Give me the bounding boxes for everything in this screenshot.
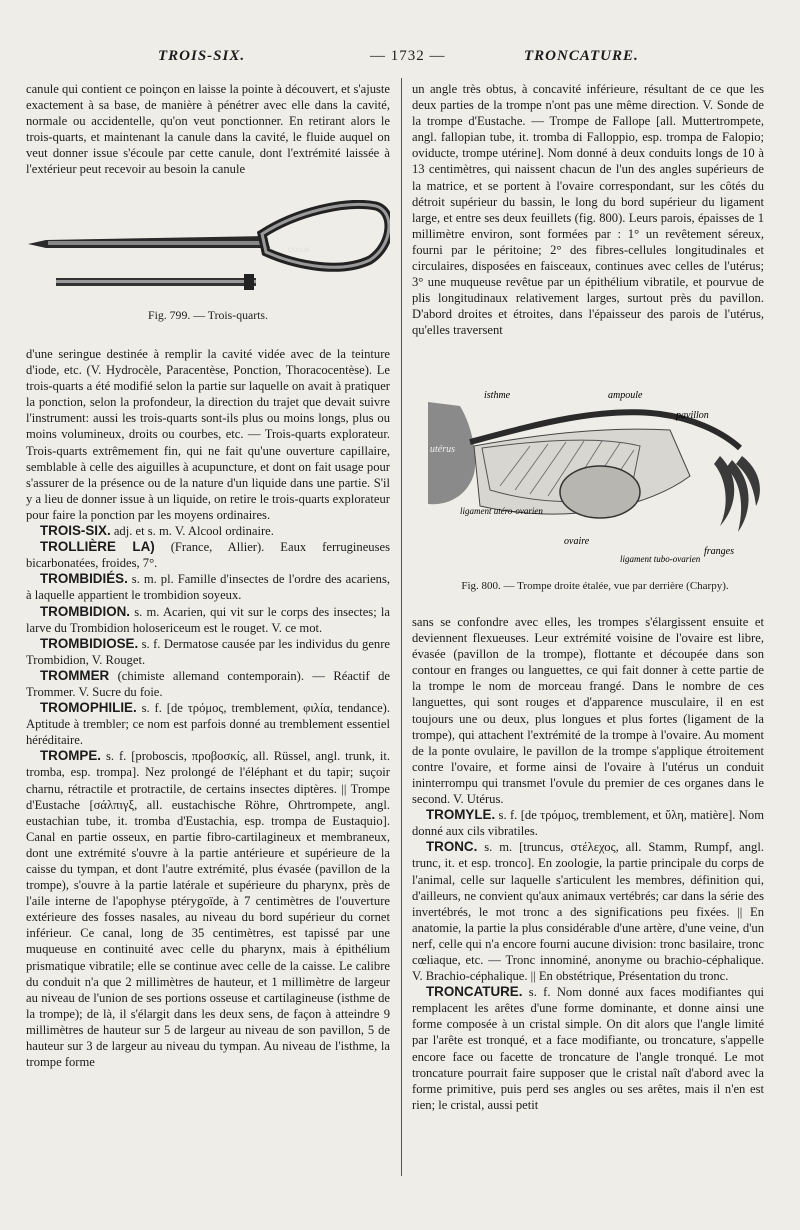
entry-trombidiose: TROMBIDIOSE. s. f. Dermatose causée par les individus du genre Trombidion, V. Rouget. xyxy=(26,635,390,667)
figure-800 xyxy=(420,386,770,600)
label-pavillon: pavillon xyxy=(676,410,709,421)
label-ovaire: ovaire xyxy=(564,536,590,547)
figure-799-caption: Fig. 799. — Trois-quarts. xyxy=(148,308,268,322)
entry-troncature: TRONCATURE. s. f. Nom donné aux faces modifiantes qui remplacent les arêtes d'une forme dominante, et donne ainsi une forme composée à un cristal simple. On dit alors que l'angle limité par l'arête est tronqué, et a face modifiante, ou troncature, s'appelle encore face ou facette de troncature de l'angle tronqué. Le mot troncature pourrait faire supposer que le cristal naît d'abord avec la forme primitive, puis perd ses angles ou ses arêtes, mais il n'en est rien; le cristal, aussi petit xyxy=(412,984,764,1112)
trois-quarts-paragraph-1: canule qui contient ce poinçon en laisse la pointe à découvert, et s'ajuste exactement à sa base, de manière à pénétrer avec elle dans la cavité, normale ou accidentelle, qu'on veut ponctionner. En retirant alors le trois-quarts, et maintenant la canule dans la cavité, le fluide auquel on veut donner issue s'écoule par cette canule, dont l'extrémité laissée à l'extérieur peut recevoir au besoin la canule xyxy=(26,82,390,177)
headword: TROMMER xyxy=(40,667,110,683)
entry-trompe: TROMPE. s. f. [proboscis, προβοσκίς, all. Rüssel, angl. trunk, it. tromba, esp. trompa]. Nez prolongé de l'éléphant et du tapir; suçoir charnu, rétractile et protractile, de certains insectes diptères. || Trompe d'Eustache [σάλπιγξ, all. eustachische Röhre, Ohrtrompete, angl. eustachian tube, it. tromba d'Eustachia, esp. trompa de Eustaquio]. Canal en partie osseux, en partie fibro-cartilagineux et membraneux, dont une extrémité s'ouvre à la partie antérieure et supérieure de la caisse du tympan, et dont l'autre extrémité, plus évasée (pavillon de la trompe), s'ouvre à la partie latérale et supérieure du pharynx, près de l'aile interne de l'apophyse ptérygoïde, à 7 centimètres de l'ouverture extérieure des fosses nasales, au niveau du bord supérieur du cornet inférieur. Ce canal, long de 35 centimètres, est tapissé par une muqueuse en continuité avec celle du pharynx, mais à épithélium prismatique vibratile; elle se continue avec celle de la caisse. Le calibre du conduit n'a que 2 millimètres de hauteur, et 1 millimètre de largeur au niveau de l'union de ses portions osseuse et cartilagineuse (isthme de la trompe); de là, il s'élargit dans les deux sens, de façon à atteindre 9 millimètres de hauteur sur 5 de largeur au niveau de son pavillon, 5 de hauteur sur 3 de largeur au niveau du tympan. Au niveau de l'isthme, la trompe forme xyxy=(26,748,390,1070)
collin-mark: COLLIN xyxy=(288,248,310,254)
entry-tronc: TRONC. s. m. [truncus, στέλεχος, all. Stamm, Rumpf, angl. trunc, it. et esp. tronco]. En zoologie, la partie principale du corps de l'animal, celle sur laquelle s'articulent les membres, définition qui, d'ailleurs, ne convient qu'aux animaux vertébrés; car dans la série des invertébrés, le mot tronc a des significations peu fixées. || En anatomie, la partie la plus considérable d'une artère, d'une veine, d'un nerf, celle qui n'a encore fourni aucune division: tronc basilaire, tronc cœliaque, etc. — Tronc innominé, anonyme ou brachio-céphalique. V. Brachio-céphalique. || En obstétrique, Présentation du tronc. xyxy=(412,839,764,984)
header-left-word: TROIS-SIX. xyxy=(158,48,246,64)
right-column-body xyxy=(412,614,764,1113)
label-ampoule: ampoule xyxy=(608,390,643,401)
label-ligament-utero-ovarien: ligament utéro-ovarien xyxy=(460,506,543,516)
headword: TROIS-SIX. xyxy=(40,523,111,539)
headword: TROMBIDION. xyxy=(40,603,131,619)
entry-tromyle: TROMYLE. s. f. [de τρόμος, tremblement, et ὕλη, matière]. Nom donné aux cils vibratiles. xyxy=(412,807,764,839)
headword: TROMYLE. xyxy=(426,807,496,823)
headword: TROLLIÈRE LA) xyxy=(40,539,155,555)
entry-tromophilie: TROMOPHILIE. s. f. [de τρόμος, tremblement, φιλία, tendance). Aptitude à trembler; ce nom est parfois donné au tremblement essentiel héréditaire. xyxy=(26,700,390,748)
header-right-word: TRONCATURE. xyxy=(524,48,639,64)
entry-trombidion: TROMBIDION. s. m. Acarien, qui vit sur le corps des insectes; la larve du Trombidion holosericeum est le rouget. V. ce mot. xyxy=(26,603,390,635)
headword: TRONCATURE. xyxy=(426,984,523,1000)
entry-trois-six: TROIS-SIX. adj. et s. m. V. Alcool ordinaire. xyxy=(40,523,274,539)
headword: TROMBIDIÉS. xyxy=(40,571,128,587)
figure-799 xyxy=(26,200,390,340)
entry-trommer: TROMMER (chimiste allemand contemporain). — Réactif de Trommer. V. Sucre du foie. xyxy=(26,667,390,699)
label-isthme: isthme xyxy=(484,390,511,401)
trompe-fallope-paragraph: un angle très obtus, à concavité inférieure, résultant de ce que les deux parties de la trompe n'ont pas une même direction. V. Sonde de la trompe d'Eustache. — Trompe de Fallope [all. Muttertrompete, angl. fallopian tube, it. tromba di Falloppio, esp. trompa de Falopio; oviducte, trompe utérine]. Nom donné à deux conduits longs de 10 à 13 centimètres, qui naissent chacun de l'un des angles supérieurs de la matrice, et se portent à l'ovaire correspondant, sur les côtés du détroit supérieur du bassin, le long du bord supérieur du ligament large, et entre ses deux feuillets (fig. 800). Leurs parois, épaisses de 1 millimètre environ, sont formées par : 1° un revêtement séreux, fourni par le péritoine; 2° des fibres-cellules longitudinales et circulaires, disposées en faisceaux, continues avec celles de l'utérus; 3° une muqueuse revêtue par un épithélium vibratile, et pourvue de plis longitudinaux relativement larges, surtout près du pavillon. D'abord droites et étroites, dans l'épaisseur des parois de l'utérus, qu'elles traversent xyxy=(412,82,764,338)
headword: TROMPE. xyxy=(40,748,102,764)
figure-800-caption: Fig. 800. — Trompe droite étalée, vue par derrière (Charpy). xyxy=(461,580,729,592)
page-number: — 1732 — xyxy=(370,48,446,64)
entry-trolliere: TROLLIÈRE LA) (France, Allier). Eaux ferrugineuses bicarbonatées, froides, 7°. xyxy=(26,539,390,571)
entry-trombidies: TROMBIDIÉS. s. m. pl. Famille d'insectes de l'ordre des acariens, à laquelle appartient le trombidion soyeux. xyxy=(26,571,390,603)
headword: TROMBIDIOSE. xyxy=(40,635,139,651)
fallopian-tube-illustration xyxy=(420,386,770,576)
label-uterus: utérus xyxy=(430,444,455,455)
left-column-top xyxy=(26,81,390,178)
headword: TROMOPHILIE. xyxy=(40,700,137,716)
column-divider xyxy=(401,78,402,1176)
trompe-fallope-paragraph-2: sans se confondre avec elles, les trompes s'élargissent ensuite et deviennent flexueuses. Leur extrémité voisine de l'ovaire est libre, évasée (pavillon de la trompe), flottante et découpée dans son contour en franges ou languettes, ce qui fait donner à cette partie de la trompe le nom de morceau frangé. Dans le nombre de ces languettes, qui sont rouges et d'apparence musculaire, il en est toujours une ou deux, plus longues et plus fortes (ligament de la trompe), qui attachent l'extrémité de la trompe à l'ovaire. Au moment de la ponte ovulaire, le pavillon de la trompe s'applique étroitement contre l'ovaire, et forme ainsi de l'ovaire à l'utérus un conduit ininterrompu qui transmet l'ovule du premier de ces organes dans le second. V. Utérus. xyxy=(412,615,764,807)
label-ligament-tubo-ovarien: ligament tubo-ovarien xyxy=(620,554,701,564)
right-column-top xyxy=(412,81,764,339)
label-franges: franges xyxy=(704,546,734,557)
left-column-body xyxy=(26,346,390,1070)
trois-quarts-paragraph-2: d'une seringue destinée à remplir la cavité vidée avec de la teinture d'iode, etc. (V. Hydrocèle, Paracentèse, Ponction, Thoracocentèse). Le trois-quarts a été modifié selon la partie sur laquelle on avait à pratiquer la ponction, selon la profondeur, la direction du trajet que devait suivre l'instrument: aussi les trois-quarts sont-ils plus ou moins longs, plus ou moins volumineux, droits ou courbes, etc. — Trois-quarts explorateur. Trois-quarts extrêmement fin, qui ne fait qu'une ouverture capillaire, semblable à celle des aiguilles à acupuncture, et dont on fait usage pour s'assurer de la présence ou de la nature d'un liquide dans une partie. S'il y a lieu de donner issue à un liquide, on retire le trois-quarts explorateur pour faire la ponction par les moyens ordinaires. xyxy=(26,347,390,522)
headword: TRONC. xyxy=(426,839,478,855)
